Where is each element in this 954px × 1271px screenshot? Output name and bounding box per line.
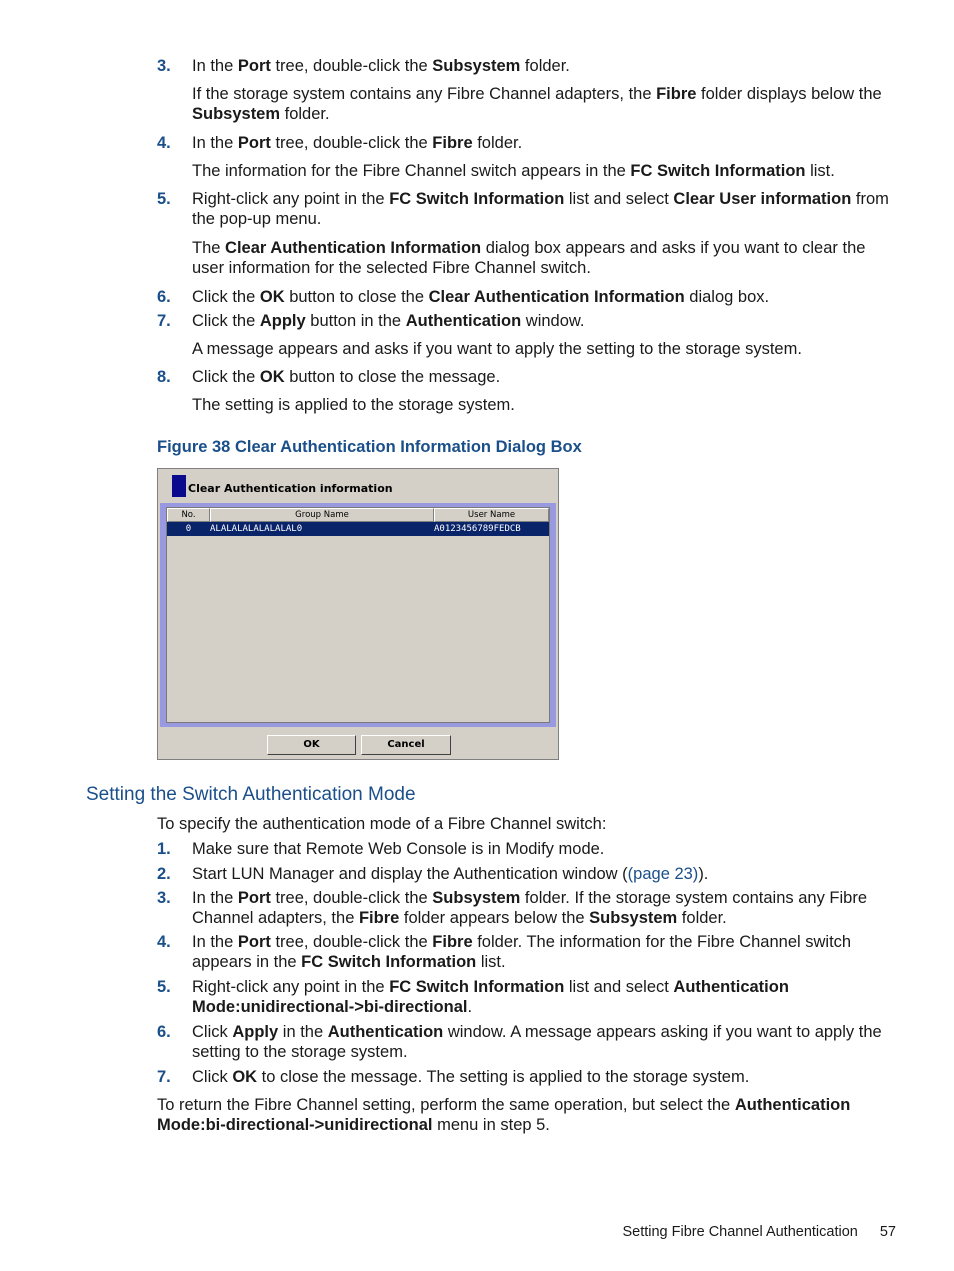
cell-user-name: A0123456789FEDCB — [434, 524, 521, 534]
step-number: 7. — [157, 1068, 171, 1086]
step-4 — [157, 133, 892, 153]
bold-term: OK — [259, 368, 285, 386]
text: folder appears below the — [399, 909, 590, 927]
step-7 — [157, 311, 892, 331]
text: window. — [521, 312, 585, 330]
text: button to close the — [284, 288, 429, 306]
column-header-group-name[interactable]: Group Name — [210, 508, 434, 522]
mode-step-6 — [157, 1022, 892, 1062]
text: Right-click any point in the — [192, 978, 390, 996]
text: folder. — [280, 105, 330, 123]
list-header — [167, 508, 549, 522]
mode-step-4 — [157, 932, 892, 972]
text: The — [192, 239, 226, 257]
text: window. A message appears asking if you want to apply the setting to the storage system. — [192, 1023, 882, 1061]
bold-term: Subsystem — [432, 889, 521, 907]
mode-step-5 — [157, 977, 892, 1017]
text: In the — [192, 889, 238, 907]
step-number: 4. — [157, 134, 171, 152]
step-number: 3. — [157, 889, 171, 907]
bold-term: FC Switch Information — [630, 162, 806, 180]
text: In the — [192, 57, 238, 75]
step-number: 1. — [157, 840, 171, 858]
step-number: 2. — [157, 865, 171, 883]
bold-term: Subsystem — [432, 57, 521, 75]
step-number: 3. — [157, 57, 171, 75]
mode-step-2 — [157, 864, 892, 884]
step-7-note: A message appears and asks if you want to apply the setting to the storage system. — [192, 340, 802, 358]
text: list and select — [564, 190, 674, 208]
text: Click — [192, 1068, 233, 1086]
text: dialog box appears and asks if you want to clear the user information for the selected Fibre Channel switch. — [192, 239, 866, 277]
bold-term: Apply — [259, 312, 306, 330]
step-number: 6. — [157, 1023, 171, 1041]
text: button in the — [305, 312, 406, 330]
text: dialog box. — [684, 288, 770, 306]
text: list and select — [564, 978, 674, 996]
closing-paragraph — [157, 1095, 892, 1135]
text: tree, double-click the — [270, 134, 433, 152]
text: tree, double-click the — [270, 933, 433, 951]
title-bar-marker — [172, 475, 186, 497]
list-frame — [160, 503, 556, 727]
figure-caption: Figure 38 Clear Authentication Information Dialog Box — [157, 438, 582, 456]
text: To return the Fibre Channel setting, perform the same operation, but select the — [157, 1096, 735, 1114]
cancel-button[interactable]: Cancel — [361, 735, 451, 755]
bold-term: Clear User information — [673, 190, 852, 208]
mode-step-7 — [157, 1067, 892, 1087]
step-8 — [157, 367, 892, 387]
column-header-user-name[interactable]: User Name — [434, 508, 549, 522]
page-footer — [622, 1222, 896, 1242]
text: folder. — [677, 909, 727, 927]
text: Right-click any point in the — [192, 190, 390, 208]
cell-no: 0 — [185, 524, 192, 534]
text: Click — [192, 1023, 233, 1041]
text: folder displays below the — [696, 85, 882, 103]
text: list. — [476, 953, 506, 971]
step-number: 6. — [157, 288, 171, 306]
text: Click the — [192, 368, 260, 386]
text: button to close the message. — [284, 368, 501, 386]
step-number: 7. — [157, 312, 171, 330]
text: folder. — [472, 134, 523, 152]
step-3 — [157, 56, 892, 76]
intro-text: To specify the authentication mode of a Fibre Channel switch: — [157, 815, 607, 833]
bold-term: Authentication — [405, 312, 522, 330]
text: tree, double-click the — [270, 57, 433, 75]
bold-term: Authentication Mode:unidirectional->bi-directional — [192, 978, 789, 1016]
text: tree, double-click the — [270, 889, 433, 907]
column-header-no[interactable]: No. — [167, 508, 210, 522]
bold-term: OK — [259, 288, 285, 306]
text: folder. The information for the Fibre Channel switch appears in the — [192, 933, 852, 971]
text: folder. — [520, 57, 570, 75]
cell-group-name: ALALALALALALALAL0 — [210, 524, 303, 534]
ok-button[interactable]: OK — [267, 735, 356, 755]
bold-term: Port — [237, 889, 271, 907]
page-number: 57 — [879, 1224, 896, 1240]
text: menu in step 5. — [432, 1116, 550, 1134]
bold-term: FC Switch Information — [301, 953, 477, 971]
step-5-note — [192, 238, 892, 278]
step-5 — [157, 189, 892, 229]
dialog-title: Clear Authentication information — [188, 482, 393, 495]
text: Make sure that Remote Web Console is in Modify mode. — [192, 840, 605, 858]
text: Click the — [192, 288, 260, 306]
mode-step-1 — [157, 839, 892, 859]
text: In the — [192, 933, 238, 951]
text: If the storage system contains any Fibre Channel adapters, the — [192, 85, 657, 103]
mode-step-3 — [157, 888, 892, 928]
bold-term: Subsystem — [192, 105, 281, 123]
bold-term: Apply — [232, 1023, 279, 1041]
bold-term: Authentication Mode:bi-directional->unidirectional — [157, 1096, 851, 1134]
text: . — [467, 998, 473, 1016]
text: to close the message. The setting is applied to the storage system. — [257, 1068, 750, 1086]
bold-term: Subsystem — [589, 909, 678, 927]
step-number: 8. — [157, 368, 171, 386]
text: ). — [698, 865, 709, 883]
bold-term: Authentication — [327, 1023, 444, 1041]
bold-term: Port — [237, 57, 271, 75]
bold-term: Clear Authentication Information — [428, 288, 685, 306]
step-6 — [157, 287, 892, 307]
step-number: 5. — [157, 978, 171, 996]
bold-term: FC Switch Information — [389, 978, 565, 996]
step-4-note — [192, 161, 892, 181]
bold-term: Port — [237, 134, 271, 152]
step-number: 5. — [157, 190, 171, 208]
clear-auth-dialog — [157, 468, 559, 760]
bold-term: Fibre — [432, 933, 473, 951]
text: The information for the Fibre Channel switch appears in the — [192, 162, 631, 180]
bold-term: Fibre — [656, 85, 697, 103]
text: In the — [192, 134, 238, 152]
page-link[interactable]: (page 23) — [627, 865, 699, 883]
section-heading: Setting the Switch Authentication Mode — [86, 784, 416, 805]
user-list — [166, 507, 550, 723]
bold-term: Fibre — [358, 909, 400, 927]
bold-term: Clear Authentication Information — [225, 239, 482, 257]
footer-title: Setting Fibre Channel Authentication — [622, 1224, 858, 1240]
step-number: 4. — [157, 933, 171, 951]
step-3-note — [192, 84, 892, 124]
text: folder. If the storage system contains any Fibre Channel adapters, the — [192, 889, 868, 927]
text: in the — [278, 1023, 328, 1041]
bold-term: Fibre — [432, 134, 473, 152]
bold-term: OK — [232, 1068, 258, 1086]
text: from the pop-up menu. — [192, 190, 889, 228]
step-8-note: The setting is applied to the storage system. — [192, 396, 515, 414]
table-row[interactable] — [167, 522, 549, 536]
text: Start LUN Manager and display the Authentication window ( — [192, 865, 628, 883]
text: Click the — [192, 312, 260, 330]
bold-term: FC Switch Information — [389, 190, 565, 208]
text: list. — [805, 162, 835, 180]
bold-term: Port — [237, 933, 271, 951]
